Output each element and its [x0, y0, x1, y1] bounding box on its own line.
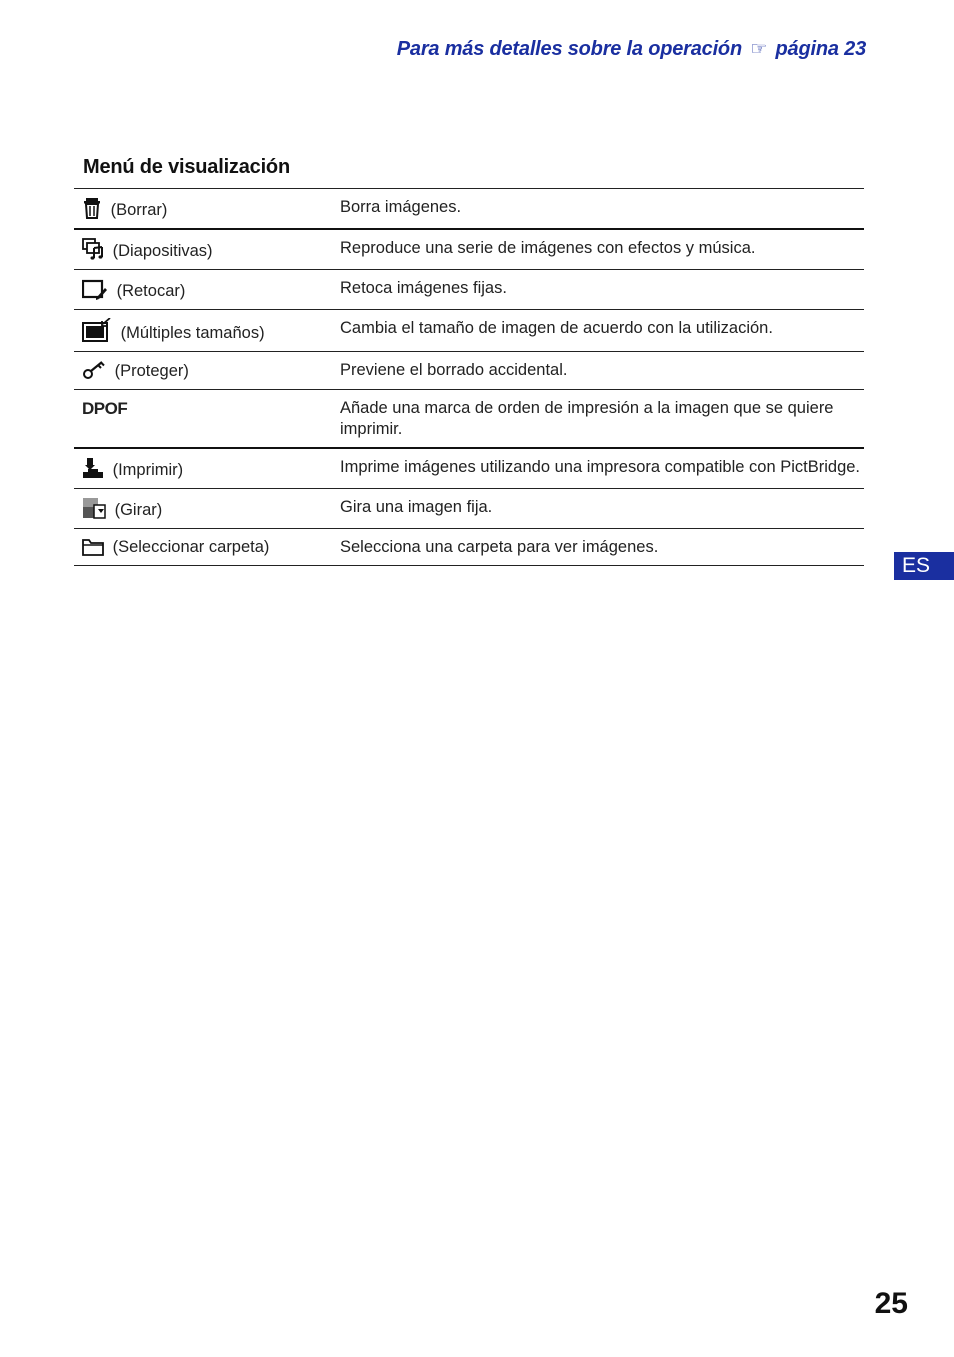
menu-item-label: (Diapositivas)	[112, 242, 213, 260]
menu-item-cell	[74, 390, 332, 449]
menu-item-description: Gira una imagen fija.	[332, 489, 864, 529]
menu-item-description: Selecciona una carpeta para ver imágenes.	[332, 529, 864, 566]
menu-item-description: Imprime imágenes utilizando una impresora compatible con PictBridge.	[332, 448, 864, 489]
menu-item-label: (Múltiples tamaños)	[120, 324, 265, 342]
menu-item-label: (Seleccionar carpeta)	[112, 538, 270, 556]
menu-item-cell	[74, 189, 332, 230]
table-row	[74, 529, 864, 566]
table-row	[74, 270, 864, 310]
reference-page: página 23	[775, 38, 866, 60]
section-title: Menú de visualización	[83, 156, 290, 178]
language-tab: ES	[894, 552, 954, 580]
table-row	[74, 189, 864, 230]
menu-item-cell	[74, 229, 332, 270]
trash-icon	[82, 197, 102, 219]
menu-item-description: Borra imágenes.	[332, 189, 864, 230]
table-row	[74, 390, 864, 449]
menu-item-cell	[74, 529, 332, 566]
page-number: 25	[874, 1287, 908, 1320]
menu-item-description: Añade una marca de orden de impresión a la imagen que se quiere imprimir.	[332, 390, 864, 449]
multi-resize-icon	[82, 318, 112, 342]
operation-reference-link[interactable]	[397, 38, 866, 61]
menu-item-label: (Retocar)	[116, 282, 186, 300]
rotate-icon	[82, 497, 106, 519]
retouch-icon	[82, 278, 108, 300]
reference-text: Para más detalles sobre la operación	[396, 38, 742, 60]
menu-item-label: (Imprimir)	[112, 461, 184, 479]
menu-item-cell	[74, 352, 332, 390]
folder-icon	[82, 538, 104, 556]
protect-key-icon	[82, 360, 106, 380]
table-row	[74, 352, 864, 390]
menu-item-label: (Girar)	[114, 501, 163, 519]
menu-item-description: Previene el borrado accidental.	[332, 352, 864, 390]
menu-item-description: Reproduce una serie de imágenes con efectos y música.	[332, 229, 864, 270]
menu-item-description: Retoca imágenes fijas.	[332, 270, 864, 310]
menu-item-description: Cambia el tamaño de imagen de acuerdo con la utilización.	[332, 310, 864, 352]
menu-item-label: (Borrar)	[110, 201, 168, 219]
slideshow-icon	[82, 238, 104, 260]
table-row	[74, 229, 864, 270]
pointing-hand-icon: ☞	[750, 39, 768, 60]
menu-item-cell	[74, 270, 332, 310]
table-row	[74, 489, 864, 529]
menu-item-cell	[74, 448, 332, 489]
print-icon	[82, 457, 104, 479]
table-row	[74, 310, 864, 352]
viewing-menu-table	[74, 188, 864, 566]
menu-item-label: (Proteger)	[114, 362, 189, 380]
menu-item-cell	[74, 310, 332, 352]
table-row	[74, 448, 864, 489]
dpof-icon: DPOF	[82, 399, 128, 418]
menu-item-cell	[74, 489, 332, 529]
